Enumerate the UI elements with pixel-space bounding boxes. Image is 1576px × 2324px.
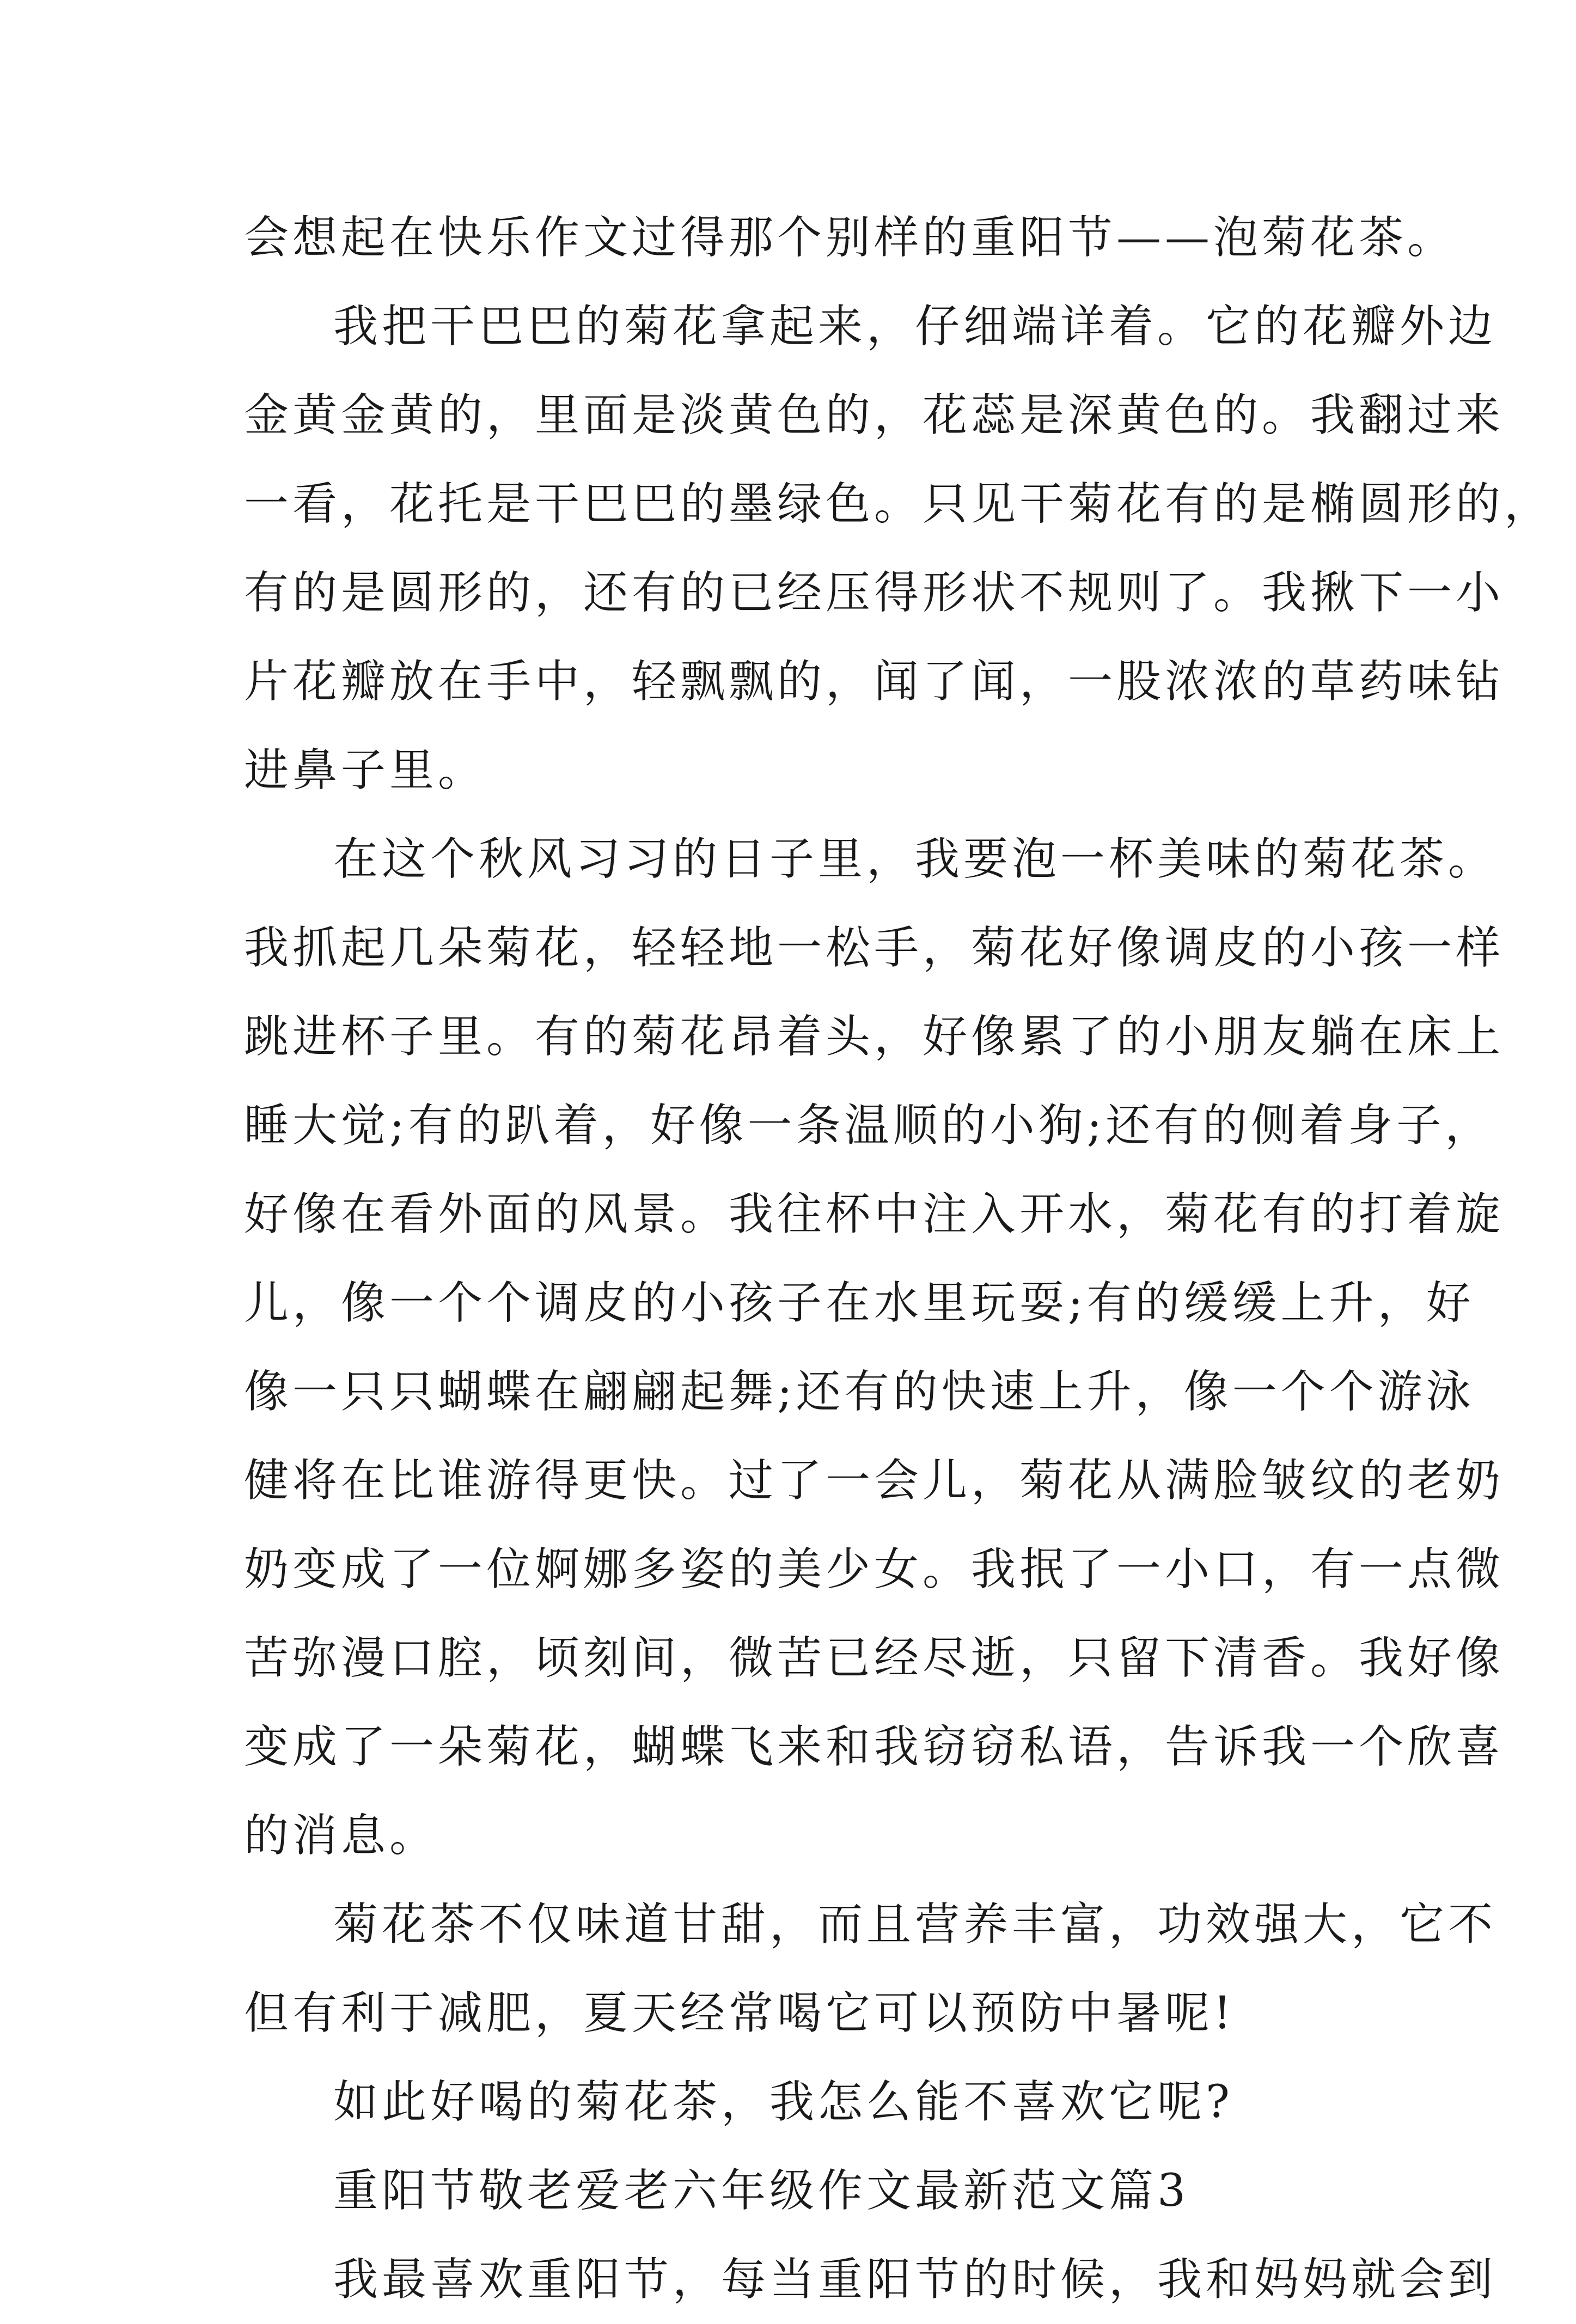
text-line: 一看，花托是干巴巴的墨绿色。只见干菊花有的是椭圆形的， (244, 478, 1553, 530)
text-line: 健将在比谁游得更快。过了一会儿，菊花从满脸皱纹的老奶 (244, 1455, 1505, 1506)
text-line: 有的是圆形的，还有的已经压得形状不规则了。我揪下一小 (244, 567, 1505, 619)
text-line: 会想起在快乐作文过得那个别样的重阳节——泡菊花茶。 (244, 212, 1456, 264)
text-line: 像一只只蝴蝶在翩翩起舞;还有的快速上升，像一个个游泳 (244, 1366, 1475, 1418)
text-line: 好像在看外面的风景。我往杯中注入开水，菊花有的打着旋 (244, 1188, 1505, 1240)
text-line: 如此好喝的菊花茶，我怎么能不喜欢它呢? (333, 2076, 1233, 2128)
section-heading (244, 2146, 1341, 2235)
text-line: 睡大觉;有的趴着，好像一条温顺的小狗;还有的侧着身子， (244, 1100, 1494, 1151)
text-line: 苦弥漫口腔，顷刻间，微苦已经尽逝，只留下清香。我好像 (244, 1632, 1505, 1684)
text-line: 奶变成了一位婀娜多姿的美少女。我抿了一小口，有一点微 (244, 1544, 1505, 1595)
paragraph (244, 1880, 1497, 2058)
paragraph (244, 2058, 1341, 2146)
text-line: 我把干巴巴的菊花拿起来，仔细端详着。它的花瓣外边 (333, 301, 1497, 352)
paragraph (244, 815, 1505, 1880)
text-line: 金黄金黄的，里面是淡黄色的，花蕊是深黄色的。我翻过来 (244, 389, 1505, 441)
text-line: 但有利于减肥，夏天经常喝它可以预防中暑呢! (244, 1987, 1235, 2039)
body-text (244, 193, 1553, 2324)
text-line: 儿，像一个个调皮的小孩子在水里玩耍;有的缓缓上升，好 (244, 1277, 1475, 1329)
paragraph (244, 193, 1456, 282)
paragraph (244, 2235, 1497, 2324)
text-line: 菊花茶不仅味道甘甜，而且营养丰富，功效强大，它不 (333, 1899, 1497, 1950)
text-line: 我抓起几朵菊花，轻轻地一松手，菊花好像调皮的小孩一样 (244, 922, 1505, 974)
text-line: 变成了一朵菊花，蝴蝶飞来和我窃窃私语，告诉我一个欣喜 (244, 1721, 1505, 1773)
text-line: 片花瓣放在手中，轻飘飘的，闻了闻，一股浓浓的草药味钻 (244, 656, 1505, 707)
text-line: 重阳节敬老爱老六年级作文最新范文篇3 (333, 2165, 1190, 2217)
text-line: 的消息。 (244, 1810, 438, 1862)
text-line: 在这个秋风习习的日子里，我要泡一杯美味的菊花茶。 (333, 833, 1497, 885)
text-line: 跳进杯子里。有的菊花昂着头，好像累了的小朋友躺在床上 (244, 1011, 1505, 1063)
text-line: 进鼻子里。 (244, 745, 487, 796)
paragraph (244, 282, 1553, 815)
text-line: 我最喜欢重阳节，每当重阳节的时候，我和妈妈就会到 (333, 2254, 1497, 2305)
